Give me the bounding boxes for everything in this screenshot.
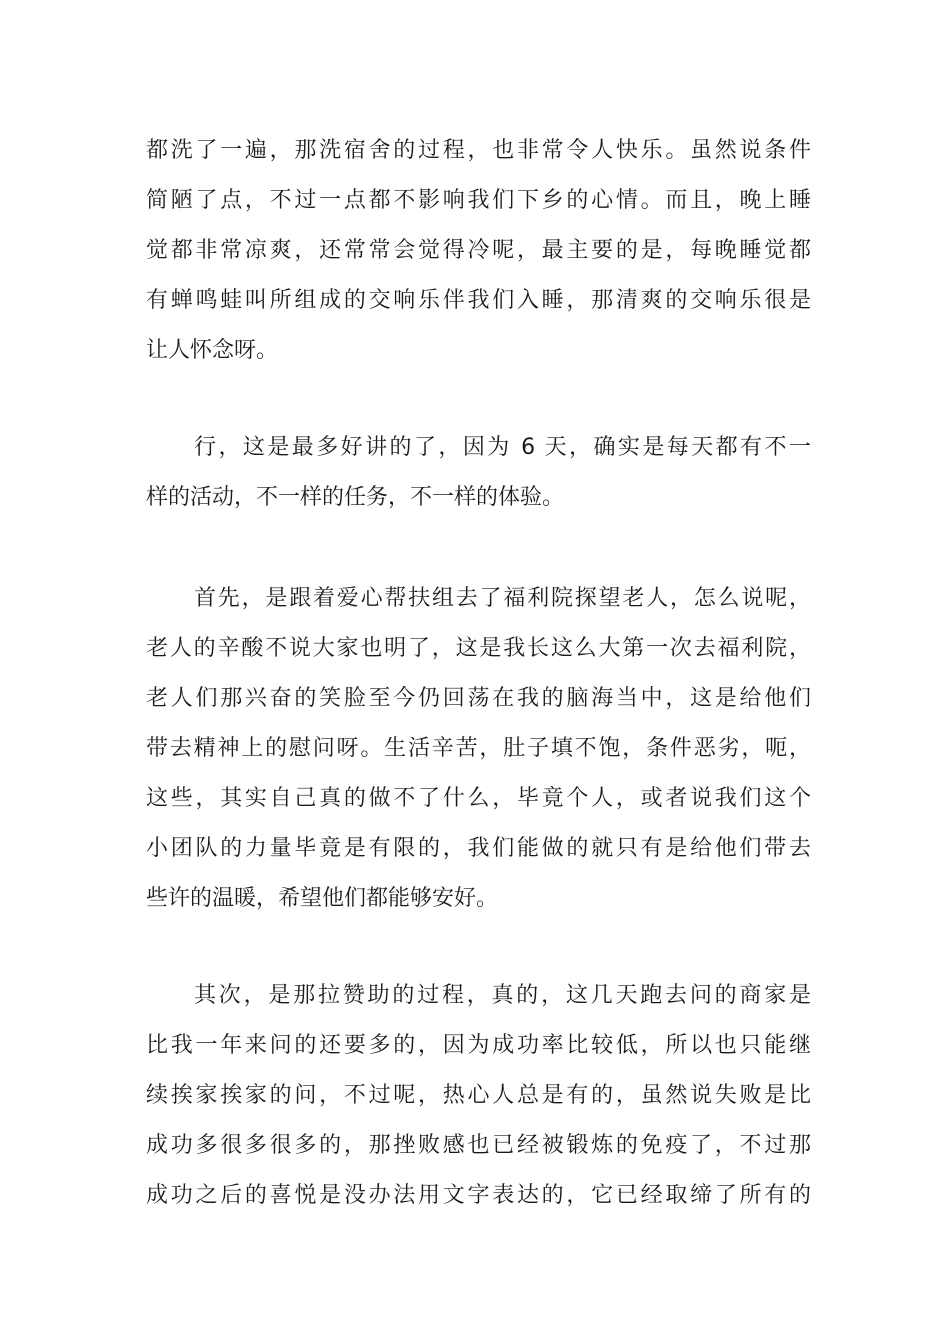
paragraph-line: 行，这是最多好讲的了，因为 6 天，确实是每天都有不一 [194, 435, 811, 460]
paragraph-line: 首先，是跟着爱心帮扶组去了福利院探望老人，怎么说呢， [194, 586, 811, 611]
paragraph-line: 带去精神上的慰问呀。生活辛苦，肚子填不饱，条件恶劣，呃， [146, 736, 811, 761]
paragraph-line: 样的活动，不一样的任务，不一样的体验。 [146, 485, 565, 510]
paragraph-line: 成功多很多很多的，那挫败感也已经被锻炼的免疫了，不过那 [146, 1133, 811, 1158]
paragraph-line: 些许的温暖，希望他们都能够安好。 [146, 886, 499, 911]
paragraph-six-days [146, 423, 811, 523]
paragraph-welfare-home [146, 574, 811, 924]
paragraph-line: 小团队的力量毕竟是有限的，我们能做的就只有是给他们带去 [146, 836, 811, 861]
paragraph-dormitory [146, 126, 811, 376]
paragraph-line: 老人们那兴奋的笑脸至今仍回荡在我的脑海当中，这是给他们 [146, 686, 811, 711]
paragraph-line: 续挨家挨家的问，不过呢，热心人总是有的，虽然说失败是比 [146, 1083, 811, 1108]
paragraph-line: 都洗了一遍，那洗宿舍的过程，也非常令人快乐。虽然说条件 [146, 138, 811, 163]
paragraph-line: 让人怀念呀。 [146, 338, 279, 363]
paragraph-line: 简陋了点，不过一点都不影响我们下乡的心情。而且，晚上睡 [146, 188, 811, 213]
paragraph-line: 有蝉鸣蛙叫所组成的交响乐伴我们入睡，那清爽的交响乐很是 [146, 288, 811, 313]
paragraph-line: 成功之后的喜悦是没办法用文字表达的，它已经取缔了所有的 [146, 1183, 811, 1208]
paragraph-line: 觉都非常凉爽，还常常会觉得冷呢，最主要的是，每晚睡觉都 [146, 238, 811, 263]
paragraph-line: 比我一年来问的还要多的，因为成功率比较低，所以也只能继 [146, 1033, 811, 1058]
paragraph-sponsorship [146, 971, 811, 1221]
paragraph-line: 其次，是那拉赞助的过程，真的，这几天跑去问的商家是 [194, 983, 811, 1008]
paragraph-line: 这些，其实自己真的做不了什么，毕竟个人，或者说我们这个 [146, 786, 811, 811]
paragraph-line: 老人的辛酸不说大家也明了，这是我长这么大第一次去福利院， [146, 636, 811, 661]
